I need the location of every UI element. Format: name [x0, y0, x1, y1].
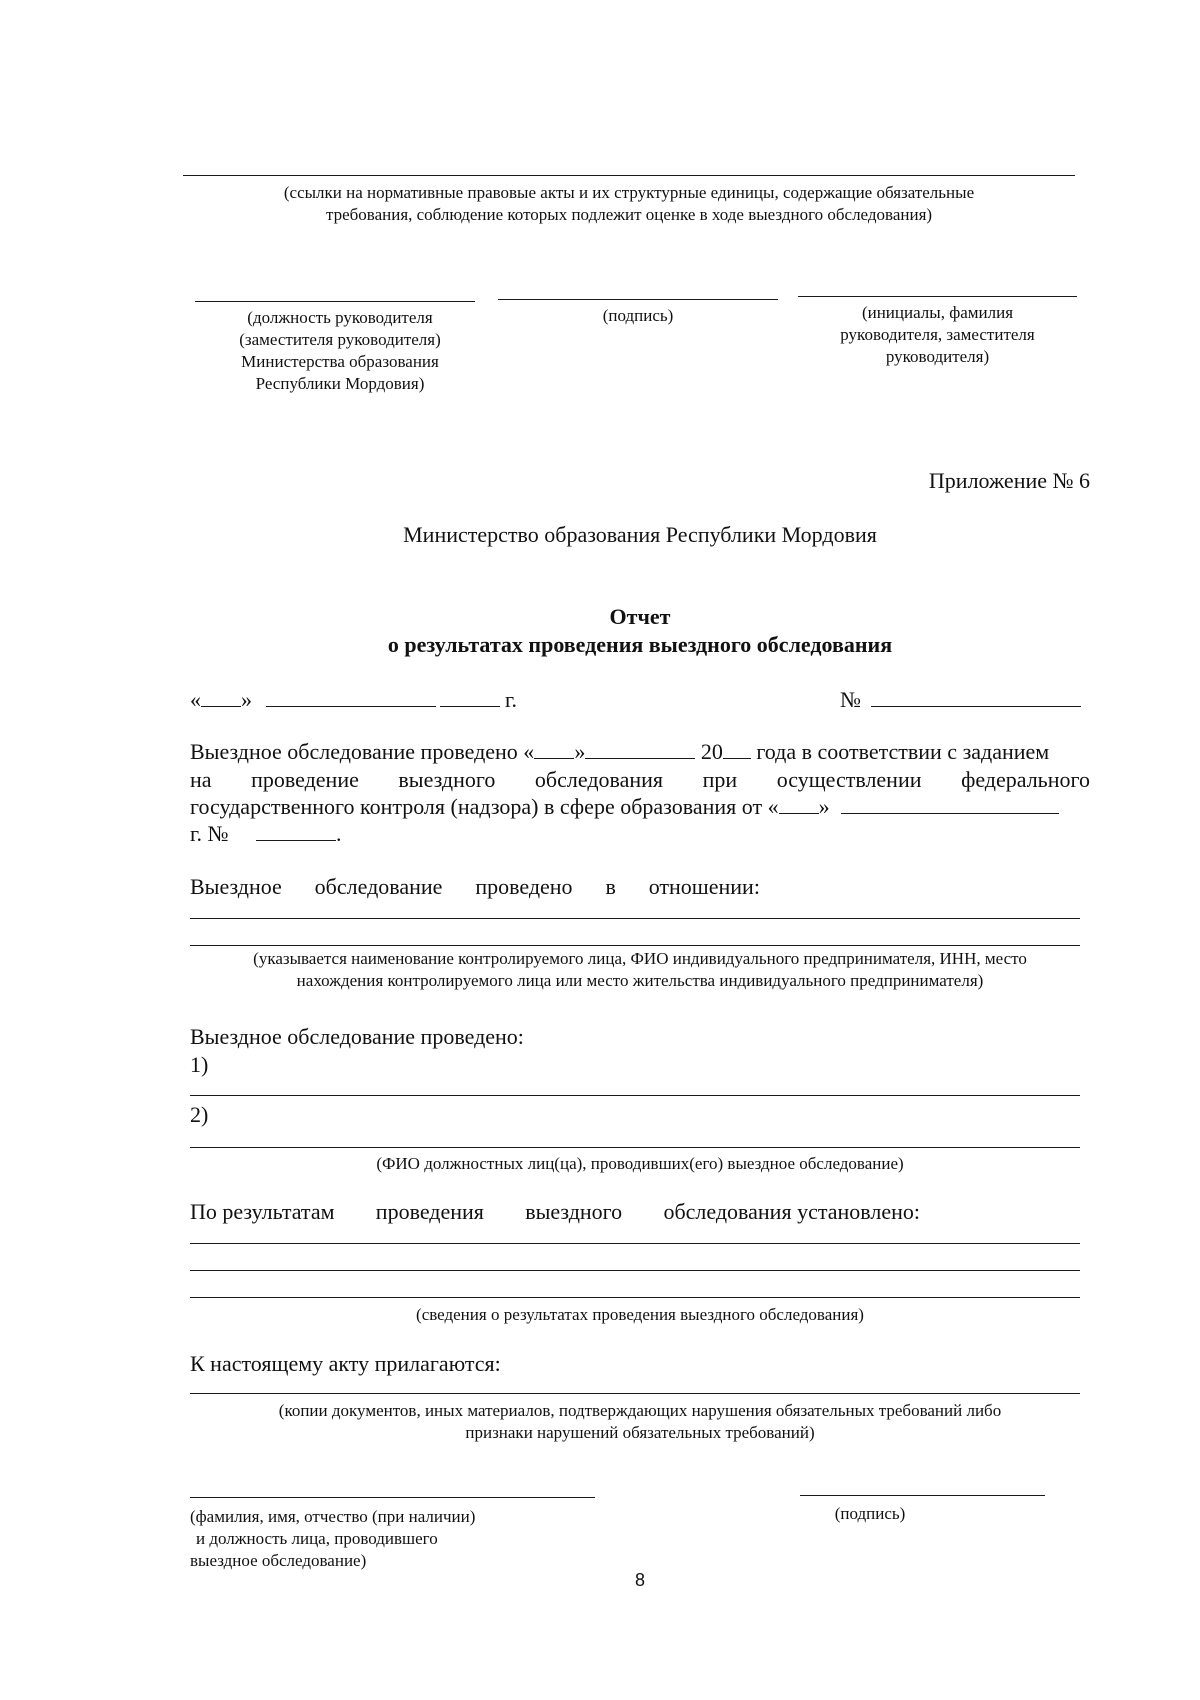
inspector-line-2 [190, 1147, 1080, 1148]
initials-caption [798, 302, 1077, 368]
para2-word: проведено [475, 874, 573, 899]
para1-year-field[interactable] [723, 740, 751, 759]
para1-word: обследования [534, 767, 664, 792]
para1-text-a: Выездное обследование проведено « [190, 739, 535, 764]
attachments-heading: К настоящему акту прилагаются: [190, 1351, 501, 1376]
initials-caption-line: руководителя, заместителя [840, 325, 1035, 344]
paragraph-1-line-2 [190, 766, 1090, 794]
subject-line-1 [190, 918, 1080, 919]
para2-word: отношении: [648, 874, 760, 899]
task-number-field[interactable] [256, 822, 336, 841]
position-caption-line: (должность руководителя [247, 308, 433, 327]
para1-month-field[interactable] [585, 740, 695, 759]
date-month-field[interactable] [266, 688, 436, 707]
inspector-name-caption-line: выездное обследование) [190, 1551, 367, 1570]
para1-text-b: » [574, 739, 586, 764]
para1-text-f: » [818, 794, 830, 819]
inspector-signature-caption: (подпись) [834, 1504, 906, 1523]
para2-word: в [605, 874, 616, 899]
date-year-suffix: г. [505, 687, 518, 712]
para1-text-g: г. № [190, 821, 229, 846]
para1-day-field[interactable] [534, 740, 574, 759]
paragraph-1-line-3 [190, 793, 1090, 821]
inspector-name-line [190, 1497, 595, 1498]
paragraph-1-line-1 [190, 738, 1090, 766]
number-row [840, 686, 1090, 714]
references-line [183, 175, 1075, 176]
attachments-line [190, 1393, 1080, 1394]
references-caption-line-1: (ссылки на нормативные правовые акты и их структурные единицы, содержащие обязательные [283, 183, 975, 202]
para1-word: на [190, 767, 212, 792]
para1-word: выездного [398, 767, 496, 792]
ministry-name: Министерство образования Республики Мордовия [403, 522, 877, 547]
inspectors-heading: Выездное обследование проведено: [190, 1024, 524, 1049]
attachments-caption-line-1: (копии документов, иных материалов, подтверждающих нарушения обязательных требований либо [278, 1401, 1002, 1420]
inspector-item-1: 1) [190, 1052, 209, 1077]
subject-caption [190, 948, 1090, 992]
para1-text-h: . [336, 821, 342, 846]
results-caption: (сведения о результатах проведения выездного обследования) [416, 1305, 864, 1324]
initials-line [798, 296, 1077, 297]
para2-word: обследование [314, 874, 443, 899]
references-caption [183, 182, 1075, 226]
task-day-field[interactable] [779, 795, 819, 814]
para4-word: обследования установлено: [663, 1199, 920, 1224]
position-caption-line: Республики Мордовия) [255, 374, 425, 393]
subject-line-2 [190, 945, 1080, 946]
para1-text-e: государственного контроля (надзора) в сфере образования от « [190, 794, 779, 819]
date-open-quote: « [190, 687, 201, 712]
attachments-caption-line-2: признаки нарушений обязательных требований) [465, 1423, 815, 1442]
number-label: № [840, 687, 861, 712]
date-row [190, 686, 520, 714]
results-heading [190, 1198, 920, 1226]
signature-line [498, 299, 778, 300]
para1-word: осуществлении [776, 767, 922, 792]
subject-caption-line-1: (указывается наименование контролируемого лица, ФИО индивидуального предпринимателя, ИНН, место [253, 949, 1027, 968]
results-line-3 [190, 1297, 1080, 1298]
date-day-field[interactable] [201, 688, 241, 707]
para1-word: при [702, 767, 738, 792]
signature-caption: (подпись) [602, 306, 674, 325]
para2-word: Выездное [190, 874, 282, 899]
position-line [195, 301, 475, 302]
results-line-1 [190, 1243, 1080, 1244]
position-caption-line: (заместителя руководителя) [239, 330, 441, 349]
attachments-caption [190, 1400, 1090, 1444]
para4-word: проведения [375, 1199, 484, 1224]
position-caption-line: Министерства образования [241, 352, 439, 371]
report-subtitle: о результатах проведения выездного обследования [387, 632, 893, 657]
position-caption [195, 307, 485, 395]
inspector-name-caption-line: (фамилия, имя, отчество (при наличии) [190, 1507, 476, 1526]
inspector-line-1 [190, 1095, 1080, 1096]
inspector-name-caption-line: и должность лица, проводившего [196, 1529, 438, 1548]
inspectors-caption: (ФИО должностных лиц(ца), проводивших(его) выездное обследование) [376, 1154, 904, 1173]
date-close-quote: » [241, 687, 252, 712]
date-year-field[interactable] [440, 688, 500, 707]
para1-text-d: года в соответствии с заданием [756, 739, 1050, 764]
subject-caption-line-2: нахождения контролируемого лица или место жительства индивидуального предпринимателя) [296, 971, 984, 990]
results-line-2 [190, 1270, 1080, 1271]
page-number: 8 [634, 1570, 645, 1590]
report-title: Отчет [609, 604, 671, 629]
references-caption-line-2: требования, соблюдение которых подлежит оценке в ходе выездного обследования) [325, 205, 933, 224]
para1-text-c: 20 [700, 739, 723, 764]
inspector-name-caption [190, 1506, 630, 1572]
initials-caption-line: (инициалы, фамилия [861, 303, 1014, 322]
inspector-signature-line [800, 1495, 1045, 1496]
para4-word: выездного [525, 1199, 623, 1224]
paragraph-1-line-4 [190, 820, 490, 848]
para4-word: По результатам [190, 1199, 335, 1224]
appendix-label: Приложение № 6 [928, 468, 1090, 493]
para1-word: федерального [961, 767, 1090, 792]
paragraph-2-heading [190, 873, 760, 901]
number-field[interactable] [871, 688, 1081, 707]
inspector-item-2: 2) [190, 1102, 209, 1127]
task-date-field[interactable] [841, 795, 1059, 814]
initials-caption-line: руководителя) [885, 347, 990, 366]
para1-word: проведение [251, 767, 359, 792]
